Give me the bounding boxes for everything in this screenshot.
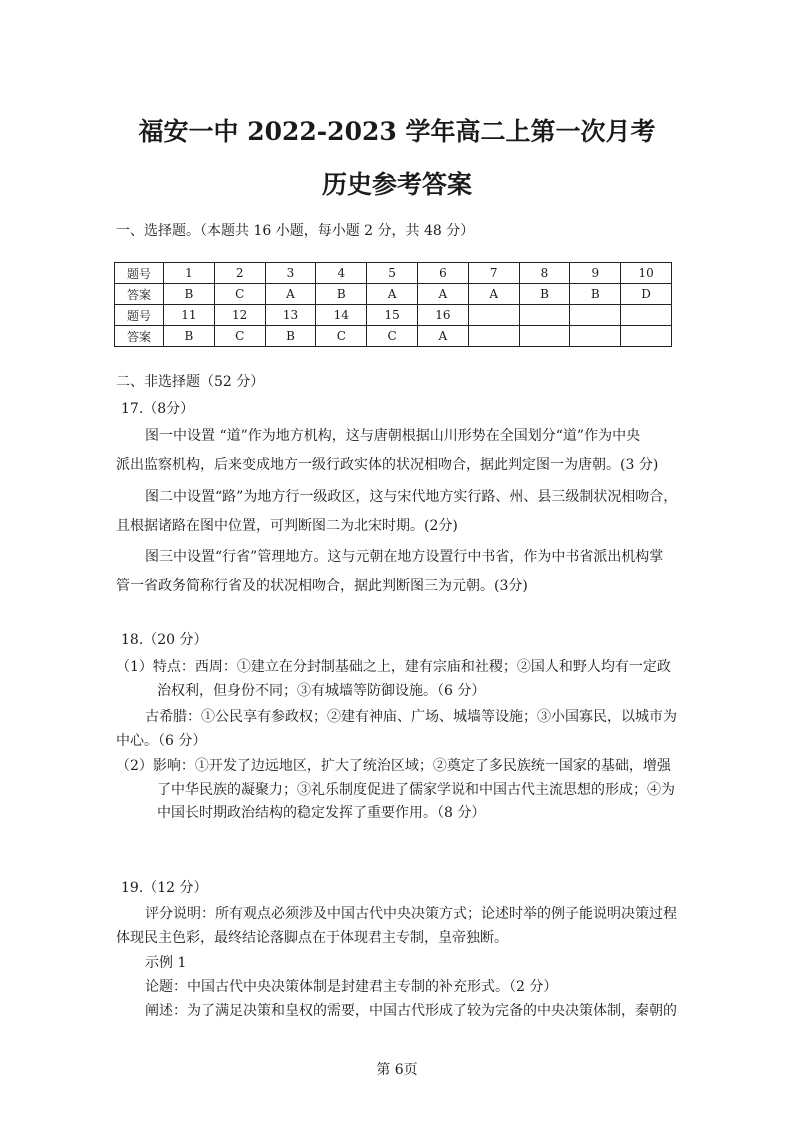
- table-cell: B: [265, 326, 316, 347]
- table-cell: C: [316, 326, 367, 347]
- table-row-label: 答案: [115, 284, 164, 305]
- q18-line: 治权利，但身份不同；③有城墙等防御设施。（6 分）: [157, 683, 486, 699]
- q17-line: 且根据诸路在图中位置，可判断图二为北宋时期。(2分): [116, 518, 458, 534]
- table-cell: C: [367, 326, 418, 347]
- q18-header: 18.（20 分）: [121, 632, 208, 648]
- document-title: 福安一中 2022-2023 学年高二上第一次月考: [138, 117, 656, 146]
- table-cell: 4: [316, 263, 367, 284]
- table-cell: 1: [164, 263, 215, 284]
- table-row: [115, 305, 672, 326]
- table-cell: 7: [468, 263, 519, 284]
- table-cell: [621, 326, 672, 347]
- table-cell: 15: [367, 305, 418, 326]
- table-cell: A: [468, 284, 519, 305]
- q18-line: 了中华民族的凝聚力；③礼乐制度促进了儒家学说和中国古代主流思想的形成；④为: [157, 782, 675, 798]
- section-1-heading: 一、选择题。（本题共 16 小题，每小题 2 分，共 48 分）: [116, 223, 475, 239]
- table-row: [115, 326, 672, 347]
- table-cell: 5: [367, 263, 418, 284]
- document-subtitle: 历史参考答案: [321, 170, 472, 199]
- q18-line: 中国长时期政治结构的稳定发挥了重要作用。（8 分）: [157, 805, 486, 821]
- table-cell: 2: [214, 263, 265, 284]
- table-cell: 9: [570, 263, 621, 284]
- table-cell: [468, 326, 519, 347]
- table-cell: [519, 305, 570, 326]
- table-cell: [570, 326, 621, 347]
- table-cell: [570, 305, 621, 326]
- q17-line: 图二中设置“路”为地方行一级政区，这与宋代地方实行路、州、县三级制状况相吻合，: [145, 489, 678, 505]
- q18-line: （1）特点：西周：①建立在分封制基础之上，建有宗庙和社稷；②国人和野人均有一定政: [116, 659, 671, 675]
- table-cell: C: [214, 284, 265, 305]
- table-cell: [519, 326, 570, 347]
- table-cell: 10: [621, 263, 672, 284]
- table-row: [115, 263, 672, 284]
- q19-line: 阐述：为了满足决策和皇权的需要，中国古代形成了较为完备的中央决策体制，秦朝的: [145, 1003, 677, 1019]
- q18-line: 中心。（6 分）: [116, 733, 207, 749]
- table-cell: B: [519, 284, 570, 305]
- q17-line: 图三中设置“行省”管理地方。这与元朝在地方设置行中书省，作为中书省派出机构掌: [145, 549, 664, 565]
- table-cell: A: [367, 284, 418, 305]
- table-row: [115, 284, 672, 305]
- table-cell: B: [164, 326, 215, 347]
- table-cell: [468, 305, 519, 326]
- q19-line: 评分说明：所有观点必须涉及中国古代中央决策方式；论述时举的例子能说明决策过程: [145, 906, 677, 922]
- q17-line: 管一省政务简称行省及的状况相吻合，据此判断图三为元朝。(3分): [116, 578, 528, 594]
- q18-line: （2）影响：①开发了边远地区，扩大了统治区域；②奠定了多民族统一国家的基础，增强: [116, 758, 671, 774]
- q19-header: 19.（12 分）: [121, 880, 208, 896]
- table-cell: 6: [417, 263, 468, 284]
- answer-table: [114, 262, 672, 347]
- table-cell: B: [316, 284, 367, 305]
- table-row-label: 题号: [115, 263, 164, 284]
- q18-line: 古希腊：①公民享有参政权；②建有神庙、广场、城墙等设施；③小国寡民，以城市为: [145, 709, 677, 725]
- table-row-label: 题号: [115, 305, 164, 326]
- section-2-heading: 二、非选择题（52 分）: [116, 374, 265, 390]
- table-cell: 11: [164, 305, 215, 326]
- q17-header: 17.（8分）: [121, 401, 195, 417]
- table-cell: D: [621, 284, 672, 305]
- table-cell: 14: [316, 305, 367, 326]
- table-cell: A: [417, 284, 468, 305]
- page-number: 第 6页: [376, 1062, 418, 1078]
- q19-line: 论题：中国古代中央决策体制是封建君主专制的补充形式。（2 分）: [145, 979, 558, 995]
- q19-line: 示例 1: [145, 955, 187, 971]
- table-cell: A: [265, 284, 316, 305]
- table-cell: B: [570, 284, 621, 305]
- table-cell: [621, 305, 672, 326]
- table-cell: C: [214, 326, 265, 347]
- q17-line: 图一中设置 “道”作为地方机构，这与唐朝根据山川形势在全国划分“道”作为中央: [145, 428, 641, 444]
- table-cell: 13: [265, 305, 316, 326]
- q17-line: 派出监察机构，后来变成地方一级行政实体的状况相吻合，据此判定图一为唐朝。(3 分): [116, 457, 659, 473]
- table-cell: 16: [417, 305, 468, 326]
- table-cell: B: [164, 284, 215, 305]
- table-cell: 8: [519, 263, 570, 284]
- table-row-label: 答案: [115, 326, 164, 347]
- table-cell: 12: [214, 305, 265, 326]
- q19-line: 体现民主色彩，最终结论落脚点在于体现君主专制，皇帝独断。: [116, 930, 508, 946]
- table-cell: 3: [265, 263, 316, 284]
- table-cell: A: [417, 326, 468, 347]
